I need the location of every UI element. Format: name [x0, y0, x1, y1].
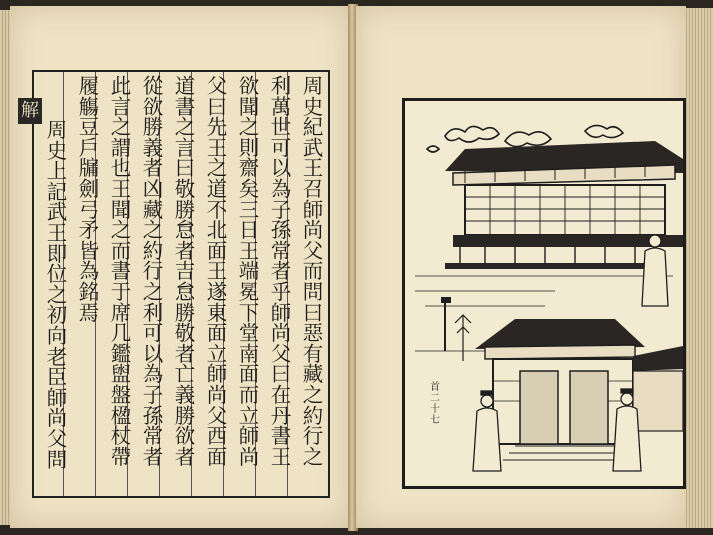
right-page-edges: [684, 8, 713, 528]
glyph: 勝: [174, 403, 196, 428]
glyph: 席: [110, 300, 132, 325]
glyph: 子: [270, 197, 292, 222]
glyph: 周: [46, 118, 68, 142]
glyph: 牖: [78, 156, 100, 181]
glyph: 以: [270, 156, 292, 181]
glyph: 之: [302, 444, 324, 469]
glyph: 也: [110, 156, 132, 181]
glyph: 武: [302, 135, 324, 160]
glyph: 面: [206, 321, 228, 346]
glyph: 父: [206, 74, 228, 98]
glyph: 尚: [206, 382, 228, 407]
glyph: 者: [174, 341, 196, 366]
text-column-3: [236, 76, 262, 467]
glyph: 約: [142, 238, 164, 263]
page-number: [428, 382, 442, 426]
glyph: 尚: [270, 321, 292, 346]
glyph: 勝: [174, 300, 196, 325]
glyph: 道: [174, 74, 196, 98]
page-number-glyph: 首: [430, 382, 440, 393]
text-column-4: [204, 76, 230, 467]
glyph: 在: [270, 382, 292, 407]
glyph: 史: [46, 138, 68, 163]
glyph: 約: [302, 403, 324, 428]
glyph: 觴: [78, 94, 100, 119]
glyph: 曰: [206, 94, 228, 119]
glyph: 位: [46, 262, 68, 287]
glyph: 書: [270, 424, 292, 449]
glyph: 王: [206, 135, 228, 160]
glyph: 言: [110, 94, 132, 119]
glyph: 可: [142, 321, 164, 346]
glyph: 惡: [302, 321, 324, 346]
glyph: 以: [142, 341, 164, 366]
glyph: 者: [270, 259, 292, 284]
glyph: 子: [142, 382, 164, 407]
glyph: 從: [142, 74, 164, 98]
glyph: 遂: [206, 279, 228, 304]
glyph: 之: [302, 382, 324, 407]
text-column-5: [172, 76, 198, 467]
glyph: 尚: [238, 444, 260, 469]
glyph: 勝: [174, 197, 196, 222]
glyph: 敬: [174, 321, 196, 346]
glyph: 三: [238, 197, 260, 222]
glyph: 書: [174, 94, 196, 119]
glyph: 即: [46, 241, 68, 266]
glyph: 王: [270, 444, 292, 469]
glyph: 之: [238, 115, 260, 140]
glyph: 問: [302, 279, 324, 304]
glyph: 則: [238, 135, 260, 160]
glyph: 立: [238, 403, 260, 428]
glyph: 亡: [174, 362, 196, 387]
glyph: 師: [302, 197, 324, 222]
glyph: 王: [110, 176, 132, 201]
glyph: 冕: [238, 279, 260, 304]
glyph: 齋: [238, 156, 260, 181]
glyph: 道: [206, 176, 228, 201]
glyph: 萬: [270, 94, 292, 119]
glyph: 世: [270, 115, 292, 140]
commentary-column: [44, 120, 70, 470]
glyph: 者: [142, 444, 164, 469]
glyph: 者: [142, 156, 164, 181]
glyph: 面: [206, 238, 228, 263]
glyph: 之: [46, 282, 68, 307]
text-column-8: [76, 76, 102, 323]
glyph: 盥: [110, 362, 132, 387]
glyph: 堂: [238, 321, 260, 346]
glyph: 履: [78, 74, 100, 98]
glyph: 之: [142, 218, 164, 243]
glyph: 焉: [78, 300, 100, 325]
glyph: 父: [270, 341, 292, 366]
glyph: 問: [46, 447, 68, 472]
glyph: 面: [206, 444, 228, 469]
glyph: 欲: [238, 74, 260, 98]
glyph: 此: [110, 74, 132, 98]
glyph: 可: [270, 135, 292, 160]
glyph: 向: [46, 323, 68, 348]
glyph: 東: [206, 300, 228, 325]
glyph: 常: [142, 424, 164, 449]
glyph: 丹: [270, 403, 292, 428]
woodblock-illustration: [402, 98, 686, 489]
glyph: 曰: [302, 300, 324, 325]
glyph: 怠: [174, 218, 196, 243]
glyph: 孫: [142, 403, 164, 428]
page-number-glyph: 十: [430, 404, 440, 415]
glyph: 之: [110, 218, 132, 243]
glyph: 臣: [46, 365, 68, 390]
glyph: 立: [206, 341, 228, 366]
glyph: 行: [302, 424, 324, 449]
glyph: 謂: [110, 135, 132, 160]
glyph: 之: [174, 115, 196, 140]
glyph: 師: [206, 362, 228, 387]
glyph: 欲: [174, 424, 196, 449]
glyph: 銘: [78, 279, 100, 304]
glyph: 利: [270, 74, 292, 98]
glyph: 日: [238, 218, 260, 243]
glyph: 于: [110, 279, 132, 304]
glyph: 帶: [110, 444, 132, 469]
glyph: 豆: [78, 115, 100, 140]
glyph: 几: [110, 321, 132, 346]
glyph: 者: [174, 444, 196, 469]
glyph: 記: [46, 179, 68, 204]
glyph: 言: [174, 135, 196, 160]
glyph: 上: [46, 159, 68, 184]
glyph: 之: [110, 115, 132, 140]
glyph: 而: [110, 238, 132, 263]
glyph: 父: [302, 238, 324, 263]
glyph: 不: [206, 197, 228, 222]
glyph: 聞: [110, 197, 132, 222]
glyph: 聞: [238, 94, 260, 119]
glyph: 之: [206, 156, 228, 181]
glyph: 藏: [142, 197, 164, 222]
text-column-7: [108, 76, 134, 467]
glyph: 楹: [110, 403, 132, 428]
glyph: 曰: [174, 156, 196, 181]
glyph: 戶: [78, 135, 100, 160]
glyph: 矣: [238, 176, 260, 201]
commentary-marker: 解: [18, 98, 42, 124]
text-frame: [32, 70, 330, 498]
left-page: [10, 6, 350, 528]
text-column-1: [300, 76, 326, 467]
glyph: 紀: [302, 115, 324, 140]
glyph: 師: [46, 385, 68, 410]
glyph: 有: [302, 341, 324, 366]
glyph: 尚: [46, 406, 68, 431]
glyph: 凶: [142, 176, 164, 201]
glyph: 行: [142, 259, 164, 284]
glyph: 西: [206, 424, 228, 449]
glyph: 史: [302, 94, 324, 119]
glyph: 盤: [110, 382, 132, 407]
glyph: 父: [46, 426, 68, 451]
glyph: 鑑: [110, 341, 132, 366]
glyph: 老: [46, 344, 68, 369]
glyph: 勝: [142, 115, 164, 140]
glyph: 而: [302, 259, 324, 284]
glyph: 者: [174, 238, 196, 263]
glyph: 下: [238, 300, 260, 325]
glyph: 敬: [174, 176, 196, 201]
glyph: 常: [270, 238, 292, 263]
glyph: 之: [142, 279, 164, 304]
text-column-6: [140, 76, 166, 467]
glyph: 皆: [78, 238, 100, 263]
glyph: 周: [302, 74, 324, 98]
glyph: 面: [238, 362, 260, 387]
text-column-2: [268, 76, 294, 467]
glyph: 師: [270, 300, 292, 325]
glyph: 南: [238, 341, 260, 366]
glyph: 弓: [78, 197, 100, 222]
glyph: 尚: [302, 218, 324, 243]
page-number-glyph: 二: [430, 393, 440, 404]
glyph: 王: [46, 220, 68, 245]
glyph: 武: [46, 200, 68, 225]
glyph: 利: [142, 300, 164, 325]
glyph: 王: [206, 259, 228, 284]
glyph: 父: [206, 403, 228, 428]
glyph: 杖: [110, 424, 132, 449]
glyph: 為: [78, 259, 100, 284]
glyph: 王: [302, 156, 324, 181]
glyph: 召: [302, 176, 324, 201]
page-number-glyph: 七: [430, 415, 440, 426]
glyph: 怠: [174, 279, 196, 304]
glyph: 矛: [78, 218, 100, 243]
glyph: 乎: [270, 279, 292, 304]
glyph: 書: [110, 259, 132, 284]
glyph: 初: [46, 303, 68, 328]
glyph: 北: [206, 218, 228, 243]
glyph: 孫: [270, 218, 292, 243]
glyph: 端: [238, 259, 260, 284]
glyph: 吉: [174, 259, 196, 284]
glyph: 而: [238, 382, 260, 407]
glyph: 藏: [302, 362, 324, 387]
glyph: 師: [238, 424, 260, 449]
glyph: 欲: [142, 94, 164, 119]
glyph: 為: [270, 176, 292, 201]
glyph: 先: [206, 115, 228, 140]
palace-scene-image: [405, 101, 683, 486]
glyph: 為: [142, 362, 164, 387]
glyph: 曰: [270, 362, 292, 387]
glyph: 義: [174, 382, 196, 407]
glyph: 義: [142, 135, 164, 160]
glyph: 王: [238, 238, 260, 263]
glyph: 劍: [78, 176, 100, 201]
